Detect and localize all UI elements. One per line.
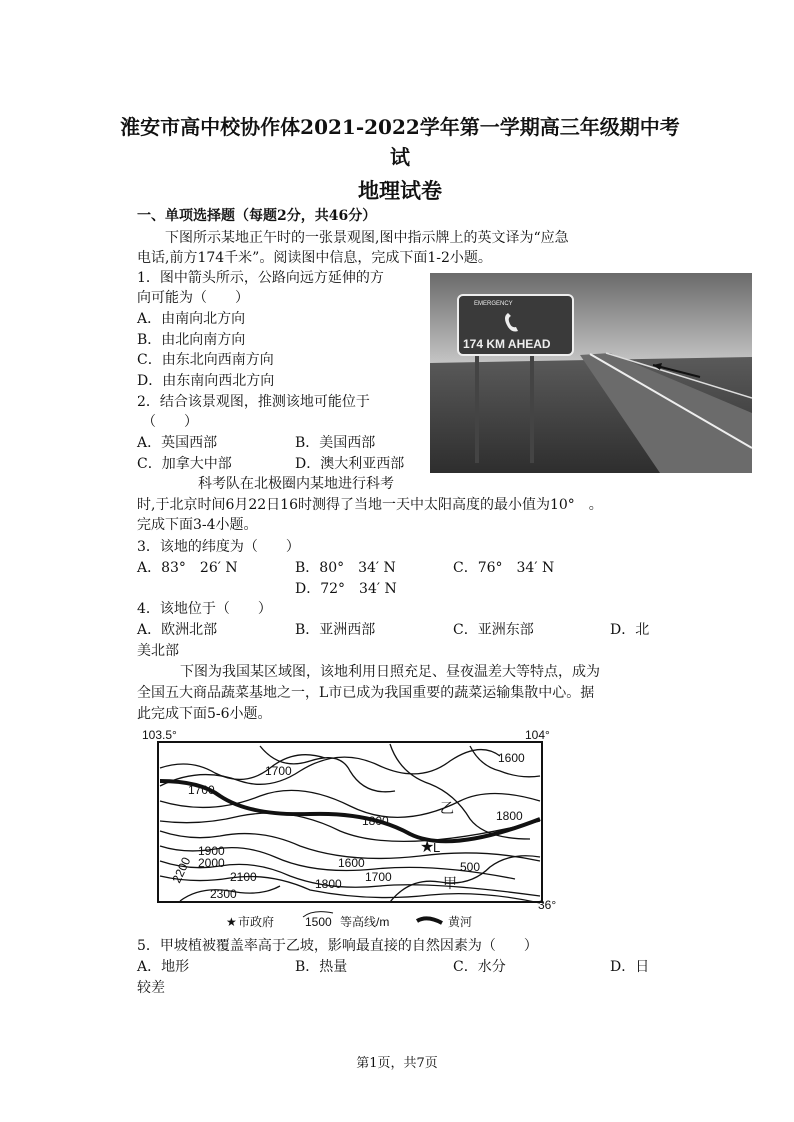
q3-option-b: B．80° 34′ N — [295, 560, 396, 576]
q4-option-d: D．北 — [610, 622, 650, 638]
legend-contour-label: 等高线/m — [340, 915, 390, 929]
q4-option-a: A．欧洲北部 — [137, 622, 218, 638]
legend-city-label: 市政府 — [238, 915, 275, 929]
svg-text:500: 500 — [460, 860, 481, 874]
intro1-line1: 下图所示某地正午时的一张景观图,图中指示牌上的英文译为“应急 — [165, 230, 569, 246]
q2-option-d: D．澳大利亚西部 — [295, 456, 405, 472]
map-lon-left: 103.5° — [142, 728, 177, 742]
intro3-line1: 下图为我国某区域图，该地利用日照充足、昼夜温差大等特点，成为 — [180, 664, 600, 680]
q5-option-a: A．地形 — [137, 959, 190, 975]
section-heading: 一、单项选择题（每题2分，共46分） — [137, 208, 377, 224]
subject-title: 地理试卷 — [358, 178, 442, 203]
sign-top-text: EMERGENCY — [474, 301, 513, 307]
legend-river-label: 黄河 — [448, 915, 473, 929]
q4-option-b: B．亚洲西部 — [295, 622, 376, 638]
legend-contour-value: 1500 — [305, 915, 332, 929]
svg-text:1700: 1700 — [188, 783, 215, 797]
svg-text:1600: 1600 — [338, 856, 365, 870]
map-lat-right: 36° — [538, 898, 557, 912]
place-jia: 甲 — [443, 875, 457, 891]
page-footer: 第1页，共7页 — [356, 1056, 438, 1071]
q1-option-d: D．由东南向西北方向 — [137, 373, 275, 389]
svg-text:1700: 1700 — [365, 870, 392, 884]
svg-text:1800: 1800 — [315, 877, 342, 891]
q5-option-c: C．水分 — [453, 959, 506, 975]
intro3-line3: 此完成下面5-6小题。 — [137, 706, 272, 722]
q4-stem: 4．该地位于（ ） — [137, 601, 272, 617]
svg-text:2200: 2200 — [169, 855, 194, 886]
q4-option-c: C．亚洲东部 — [453, 622, 534, 638]
city-star-icon: ★ — [420, 839, 435, 856]
q5-option-d-cont: 较差 — [137, 980, 165, 996]
q2-option-a: A．英国西部 — [137, 435, 218, 451]
sign-distance-text: 174 KM AHEAD — [463, 337, 551, 351]
q5-option-d: D．日 — [610, 959, 650, 975]
intro2-line2: 时,于北京时间6月22日16时测得了当地一天中太阳高度的最小值为10° 。 — [137, 497, 603, 513]
svg-text:2000: 2000 — [198, 856, 225, 870]
q1-option-a: A．由南向北方向 — [137, 311, 246, 327]
q3-option-c: C．76° 34′ N — [453, 560, 555, 576]
q1-stem-line1: 1．图中箭头所示，公路向远方延伸的方 — [137, 270, 384, 286]
svg-text:1600: 1600 — [498, 751, 525, 765]
map-frame — [158, 742, 542, 902]
svg-text:2300: 2300 — [210, 887, 237, 901]
svg-text:1800: 1800 — [496, 809, 523, 823]
exam-title-line1: 淮安市高中校协作体2021-2022学年第一学期高三年级期中考 — [120, 115, 680, 139]
q2-stem-line1: 2．结合该景观图，推测该地可能位于 — [137, 394, 370, 410]
svg-text:2100: 2100 — [230, 870, 257, 884]
q4-option-d-cont: 美北部 — [137, 643, 179, 659]
city-l-label: L — [433, 840, 441, 855]
intro3-line2: 全国五大商品蔬菜基地之一，L市已成为我国重要的蔬菜运输集散中心。据 — [137, 685, 595, 701]
q1-option-c: C．由东北向西南方向 — [137, 352, 274, 368]
q1-stem-line2: 向可能为（ ） — [137, 290, 249, 306]
place-yi: 乙 — [440, 800, 454, 816]
landscape-photo — [430, 273, 752, 473]
map-lon-right: 104° — [525, 728, 550, 742]
q2-option-b: B．美国西部 — [295, 435, 376, 451]
intro2-line1: 科考队在北极圈内某地进行科考 — [198, 476, 394, 492]
legend-river-icon — [417, 918, 442, 923]
legend-star-icon: ★ — [226, 915, 237, 929]
q3-option-a: A．83° 26′ N — [137, 560, 238, 576]
svg-text:1900: 1900 — [198, 844, 225, 858]
q5-stem: 5．甲坡植被覆盖率高于乙坡，影响最直接的自然因素为（ ） — [137, 938, 538, 954]
q1-option-b: B．由北向南方向 — [137, 332, 246, 348]
exam-title-line2: 试 — [390, 145, 410, 169]
q5-option-b: B．热量 — [295, 959, 348, 975]
contour-map — [140, 726, 560, 931]
svg-text:1700: 1700 — [265, 764, 292, 778]
q3-option-d: D．72° 34′ N — [295, 581, 397, 597]
intro1-line2: 电话,前方174千米”。阅读图中信息，完成下面1-2小题。 — [137, 250, 492, 266]
intro2-line3: 完成下面3-4小题。 — [137, 517, 258, 533]
q3-stem: 3．该地的纬度为（ ） — [137, 539, 300, 555]
q2-option-c: C．加拿大中部 — [137, 456, 232, 472]
q2-stem-line2: （ ） — [142, 414, 198, 430]
svg-text:1800: 1800 — [362, 814, 389, 828]
